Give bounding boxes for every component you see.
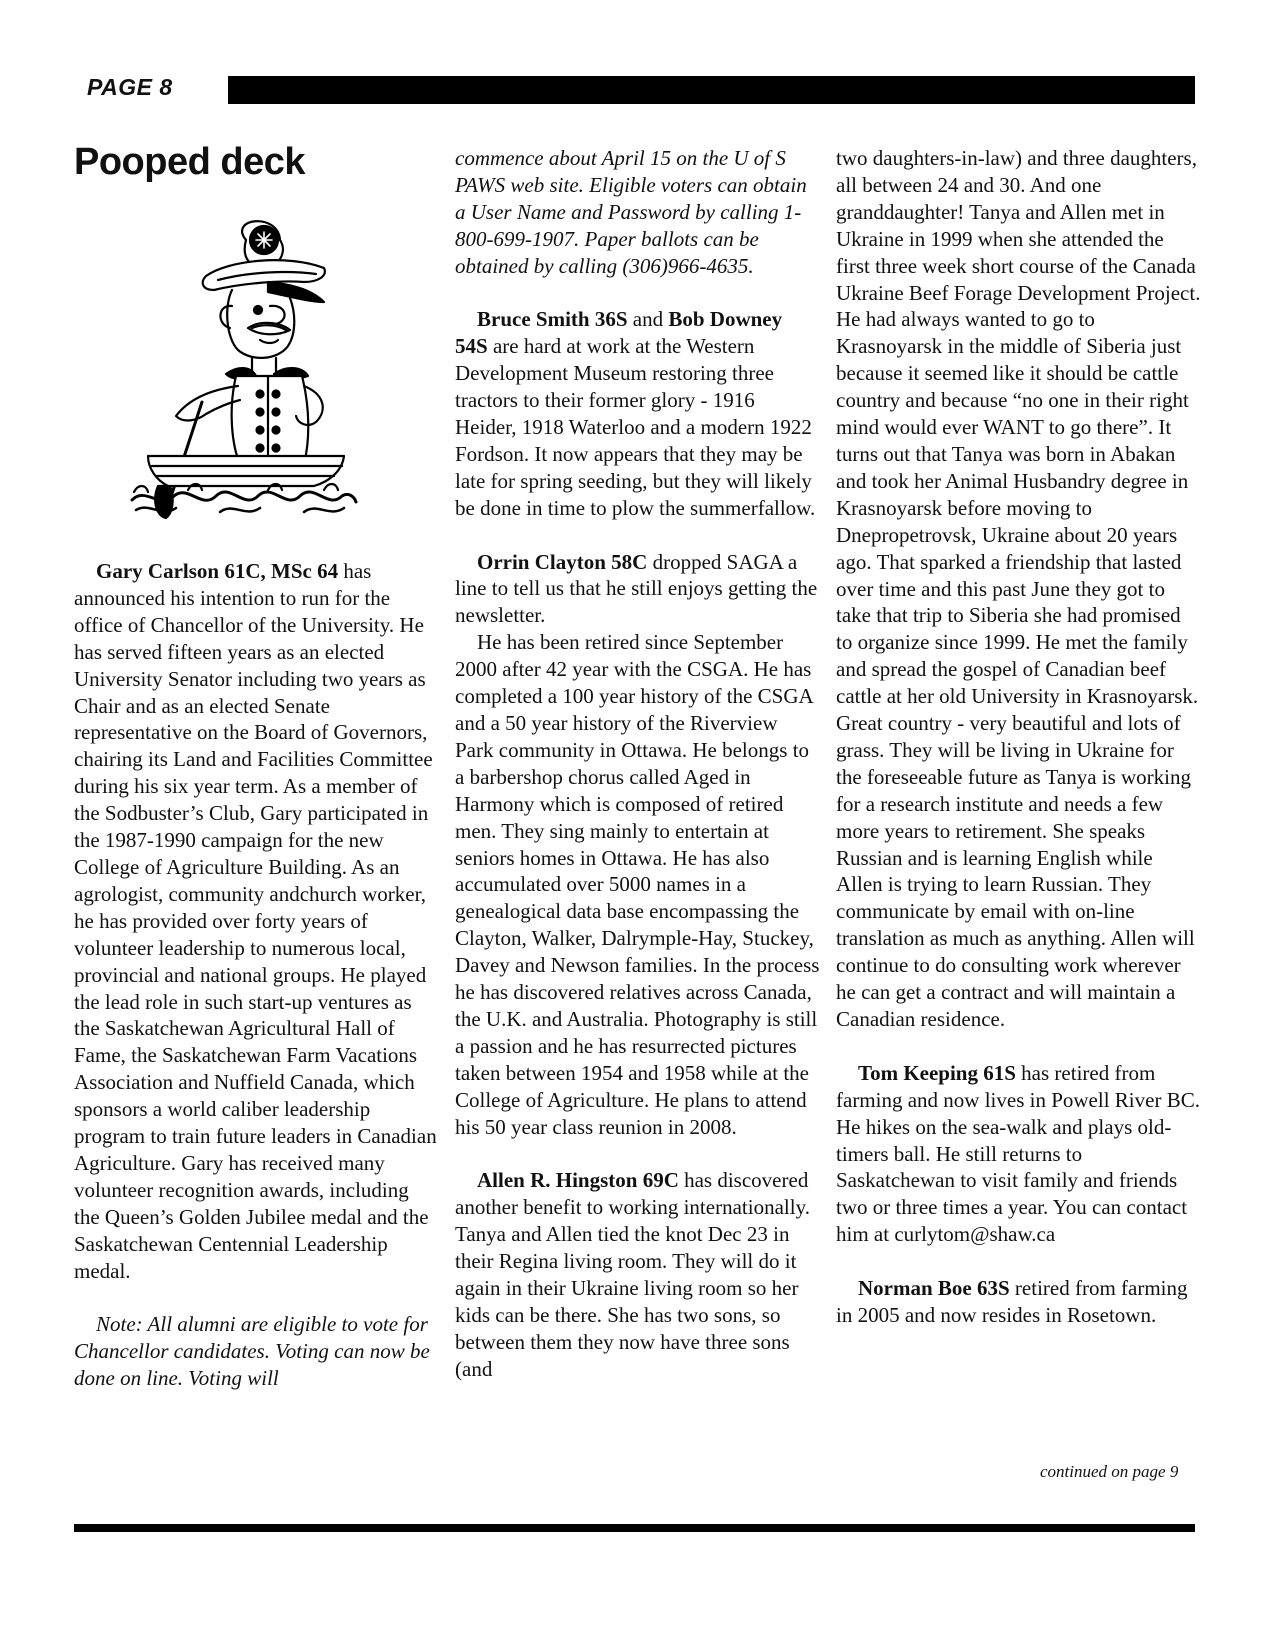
alumni-paragraph-clayton	[455, 549, 820, 630]
continued-on-note: continued on page 9	[1040, 1462, 1179, 1481]
alumni-name-carlson: Gary Carlson 61C, MSc 64	[96, 559, 339, 583]
sailor-cartoon-icon	[128, 210, 358, 520]
paragraph-text: are hard at work at the Western Development Museum restoring three tractors to their former glory - 1916 Heider, 1918 Waterloo and a modern 1922 Fordson. It now appears that they may be late for spring seeding, but they will likely be done in time to plow the summerfallow.	[455, 334, 816, 520]
column-3	[836, 145, 1201, 1329]
alumni-paragraph-carlson	[74, 558, 439, 1284]
chancellor-vote-note-continued: commence about April 15 on the U of S PAWS web site. Eligible voters can obtain a User Name and Password by calling 1-800-699-1907. Paper ballots can be obtained by calling (306)966-4635.	[455, 146, 807, 278]
paragraph-text: has retired from farming and now lives in Powell River BC. He hikes on the sea-walk and plays old-timers ball. He still returns to Saskatchewan to visit family and friends two or three times a year. You can contact him at curlytom@shaw.ca	[836, 1060, 1200, 1247]
alumni-name-hingston: Allen R. Hingston 69C	[477, 1168, 679, 1193]
article-headline: Pooped deck	[74, 141, 305, 183]
header-bar	[228, 76, 1195, 104]
conjunction-text: and	[627, 307, 669, 332]
chancellor-vote-note: Note: All alumni are eligible to vote for Chancellor candidates. Voting can now be done on line. Voting will	[74, 1312, 430, 1391]
alumni-name-smith: Bruce Smith 36S	[477, 307, 628, 332]
alumni-paragraph-hingston-continued: two daughters-in-law) and three daughters, all between 24 and 30. And one granddaughter! Tanya and Allen met in Ukraine in 1999 when she attended the first three week short course of the Canada Ukraine Beef Forage Development Project. He had always wanted to go to Krasnoyarsk in the middle of Siberia just because it seemed like it should be cattle country and because “no one in their right mind would ever WANT to go there”. It turns out that Tanya was born in Abakan and took her Animal Husbandry degree in Krasnoyarsk before moving to Dnepropetrovsk, Ukraine about 20 years ago. That sparked a friendship that lasted over time and this past June they got to take that trip to Siberia she had promised to organize since 1999. He met the family and spread the gospel of Canadian beef cattle at her old University in Krasnoyarsk. Great country - very beautiful and lots of grass. They will be living in Ukraine for the foreseeable future as Tanya is working for a research institute and needs a few more years to retirement. She speaks Russian and is learning English while Allen is trying to learn Russian. They communicate by email with on-line translation as much as anything. Allen will continue to do consulting work wherever he can get a contract and will maintain a Canadian residence.	[836, 146, 1201, 1031]
paragraph-text: has announced his intention to run for the office of Chancellor of the University. He has served fifteen years as an elected University Senator including two years as Chair and as an elected Senate representative on the Board of Governors, chairing its Land and Facilities Committee during his six year term. As a member of the Sodbuster’s Club, Gary participated in the 1987-1990 campaign for the new College of Agriculture Building. As an agrologist, community andchurch worker, he has provided over forty years of volunteer leadership to numerous local, provincial and national groups. He played the lead role in such start-up ventures as the Saskatchewan Agricultural Hall of Fame, the Saskatchewan Farm Vacations Association and Nuffield Canada, which sponsors a world caliber leadership program to train future leaders in Canadian Agriculture. Gary has received many volunteer recognition awards, including the Queen’s Golden Jubilee medal and the Saskatchewan Centennial Leadership medal.	[74, 559, 437, 1283]
alumni-paragraph-boe	[836, 1275, 1201, 1329]
alumni-paragraph-smith-downey	[455, 306, 820, 521]
paragraph-text: retired from farming in 2005 and now resides in Rosetown.	[836, 1276, 1188, 1327]
alumni-name-boe: Norman Boe 63S	[858, 1276, 1010, 1301]
alumni-paragraph-hingston	[455, 1167, 820, 1382]
alumni-name-downey: Bob Downey 54S	[455, 307, 783, 359]
column-2	[455, 145, 820, 1383]
alumni-name-keeping: Tom Keeping 61S	[858, 1060, 1016, 1085]
footer-rule	[74, 1524, 1195, 1532]
alumni-name-clayton: Orrin Clayton 58C	[477, 549, 648, 574]
alumni-paragraph-keeping	[836, 1060, 1201, 1248]
page-number-label: PAGE 8	[87, 74, 173, 100]
paragraph-text: dropped SAGA a line to tell us that he still enjoys getting the newsletter.	[455, 549, 818, 628]
column-1	[74, 558, 439, 1392]
paragraph-text: has discovered another benefit to working internationally. Tanya and Allen tied the knot Dec 23 in their Regina living room. They will do it again in their Ukraine living room so her kids can be there. She has two sons, so between them they now have three sons (and	[455, 1168, 810, 1381]
alumni-paragraph-clayton-2: He has been retired since September 2000 after 42 year with the CSGA. He has completed a 100 year history of the CSGA and a 50 year history of the Riverview Park community in Ottawa. He belongs to a barbershop chorus called Aged in Harmony which is composed of retired men. They sing mainly to entertain at seniors homes in Ottawa. He has also accumulated over 5000 names in a genealogical data base encompassing the Clayton, Walker, Dalrymple-Hay, Stuckey, Davey and Newson families. In the process he has discovered relatives across Canada, the U.K. and Australia. Photography is still a passion and he has resurrected pictures taken between 1954 and 1958 while at the College of Agriculture. He plans to attend his 50 year class reunion in 2008.	[455, 630, 820, 1139]
